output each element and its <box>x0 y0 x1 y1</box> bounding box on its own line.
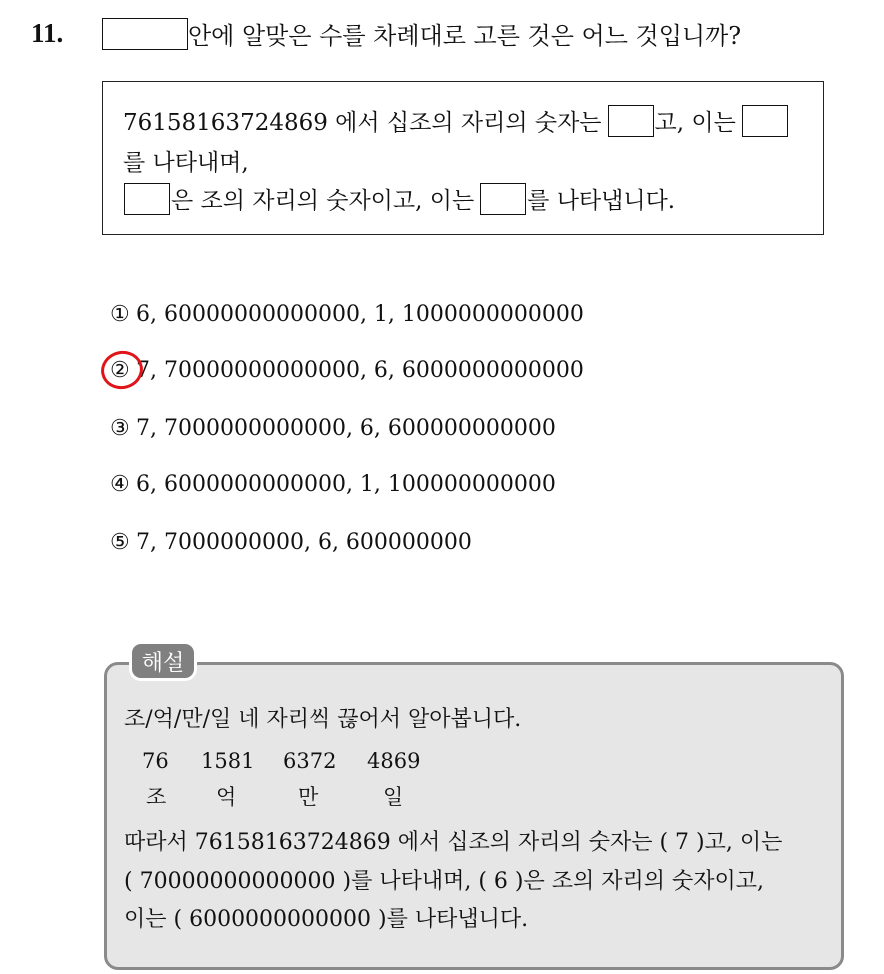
blank-box <box>608 105 654 137</box>
stem-text: 은 조의 자리의 숫자이고, 이는 <box>171 188 475 214</box>
choice-text: 7, 70000000000000, 6, 6000000000000 <box>136 358 584 383</box>
question-number: 11. <box>31 18 64 48</box>
unit-label: 조 <box>146 785 167 809</box>
explanation-line-3: 따라서 76158163724869 에서 십조의 자리의 숫자는 ( 7 )고, 이는 <box>124 830 783 855</box>
stem-text: 를 나타내며, <box>123 150 249 176</box>
blank-box <box>742 105 788 137</box>
unit-label: 일 <box>383 785 404 809</box>
answer-blank <box>102 18 188 50</box>
stem-line-3 <box>123 182 675 215</box>
group-number: 6372 <box>283 749 337 773</box>
group-number: 4869 <box>367 749 421 773</box>
stem-line-1 <box>123 104 789 137</box>
choice-text: 7, 7000000000000, 6, 600000000000 <box>136 416 556 441</box>
choice-marker: ③ <box>110 416 130 441</box>
explanation-line-5: 이는 ( 6000000000000 )를 나타냅니다. <box>124 907 529 932</box>
question-line <box>102 16 741 51</box>
choice-marker: ⑤ <box>110 530 130 555</box>
choice-text: 6, 60000000000000, 1, 1000000000000 <box>136 302 584 327</box>
choice-text: 7, 7000000000, 6, 600000000 <box>136 530 472 555</box>
explanation-line-1: 조/억/만/일 네 자리씩 끊어서 알아봅니다. <box>124 707 522 732</box>
choice-3[interactable] <box>110 416 556 441</box>
stem-line-2 <box>123 144 249 177</box>
choice-marker: ① <box>110 302 130 327</box>
explanation-tab: 해설 <box>129 641 197 681</box>
stem-text: 고, 이는 <box>654 110 736 136</box>
choice-5[interactable] <box>110 530 472 555</box>
choice-text: 6, 6000000000000, 1, 100000000000 <box>136 472 556 497</box>
explanation-line-4: ( 70000000000000 )를 나타내며, ( 6 )은 조의 자리의 숫자이고, <box>124 869 764 894</box>
unit-label: 만 <box>298 785 319 809</box>
blank-box <box>124 183 170 215</box>
group-number: 76 <box>142 749 169 773</box>
group-number: 1581 <box>201 749 255 773</box>
choice-2[interactable] <box>110 358 584 383</box>
selected-answer-circle <box>98 347 147 393</box>
question-text: 안에 알맞은 수를 차례대로 고른 것은 어느 것입니까? <box>188 22 742 50</box>
question-stem-box <box>102 81 824 235</box>
blank-box <box>480 183 526 215</box>
stem-text: 를 나타냅니다. <box>527 188 676 214</box>
choice-1[interactable] <box>110 302 584 327</box>
choice-4[interactable] <box>110 472 556 497</box>
choice-marker: ④ <box>110 472 130 497</box>
choice-marker: ② <box>110 358 130 383</box>
unit-label: 억 <box>216 785 237 809</box>
stem-text: 76158163724869 에서 십조의 자리의 숫자는 <box>123 110 602 136</box>
